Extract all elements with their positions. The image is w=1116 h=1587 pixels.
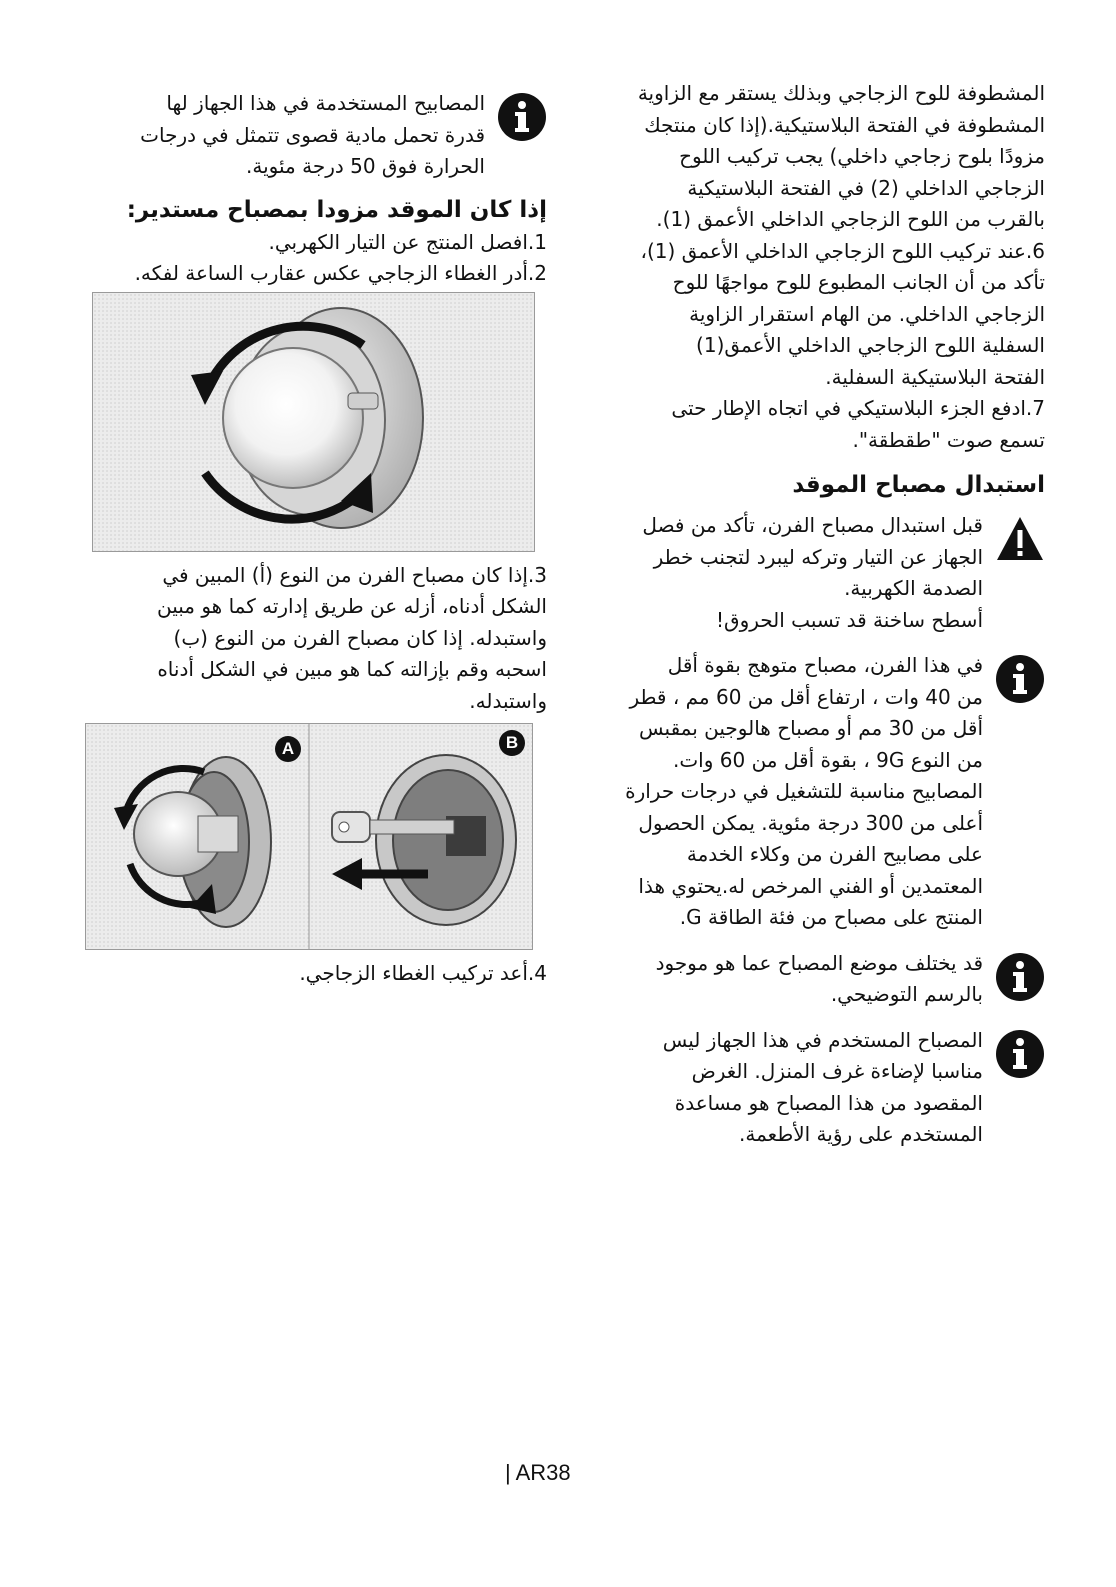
lamp-types-illustration <box>86 724 532 949</box>
info-icon <box>497 92 547 142</box>
intro-paragraph <box>570 78 1045 236</box>
text-line: قد يختلف موضع المصباح عما هو موجود <box>655 950 983 975</box>
lamp-types-figure <box>85 723 533 950</box>
info-note-bulb-spec <box>570 650 1045 934</box>
info-note-temperature <box>85 88 547 183</box>
text-line: قدرة تحمل مادية قصوى تتمثل في درجات <box>140 122 485 147</box>
figure-label-a: A <box>275 736 301 762</box>
step-3-line: واستبدله. إذا كان مصباح الفرن من النوع (ب) <box>173 625 547 650</box>
section-heading: استبدال مصباح الموقد <box>792 472 1045 498</box>
step-3-line: 3.إذا كان مصباح الفرن من النوع (أ) المبين في <box>162 562 547 587</box>
text-line: الجهاز عن التيار وتركه ليبرد لتجنب خطر <box>653 544 983 569</box>
step-3-line: اسحبه وقم بإزالته كما هو مبين في الشكل أدناه <box>157 657 547 681</box>
figure-label-b: B <box>499 730 525 756</box>
round-lamp-heading: إذا كان الموقد مزودا بمصباح مستدير: <box>126 196 547 223</box>
step-7 <box>570 393 1045 456</box>
step-3-line: الشكل أدناه، أزله عن طريق إدارته كما هو مبين <box>156 594 547 618</box>
text-line: الزجاجي الداخلي (2) في الفتحة البلاستيكية <box>687 175 1045 200</box>
info-icon <box>995 654 1045 704</box>
text-line: من النوع 9G ، بقوة أقل من 60 وات. <box>673 747 983 772</box>
text-line: المشطوفة في الفتحة البلاستيكية.(إذا كان منتجك <box>644 112 1045 137</box>
text-line: المصابيح مناسبة للتشغيل في درجات حرارة <box>625 779 983 803</box>
text-line: في هذا الفرن، مصباح متوهج بقوة أقل <box>667 653 983 677</box>
step-1: 1.افصل المنتج عن التيار الكهربي. <box>268 229 547 254</box>
step-2: 2.أدر الغطاء الزجاجي عكس عقارب الساعة لفكه. <box>134 261 547 285</box>
text-line: بالرسم التوضيحي. <box>830 982 983 1006</box>
lamp-cover-illustration <box>93 293 534 551</box>
text-line: 7.ادفع الجزء البلاستيكي في اتجاه الإطار حتى <box>671 396 1045 420</box>
text-line: مناسبا لإضاءة غرف المنزل. الغرض <box>691 1059 983 1083</box>
text-line: 6.عند تركيب اللوح الزجاجي الداخلي الأعمق (1)، <box>640 238 1045 263</box>
text-line: أسطح ساخنة قد تسبب الحروق! <box>716 607 983 632</box>
text-line: المصباح المستخدم في هذا الجهاز ليس <box>662 1027 983 1052</box>
info-icon <box>995 1029 1045 1079</box>
text-line: المصابيح المستخدمة في هذا الجهاز لها <box>166 91 485 115</box>
info-note-position <box>570 948 1045 1011</box>
text-line: أعلى من 300 درجة مئوية. يمكن الحصول <box>638 810 983 835</box>
warning-note <box>570 510 1045 636</box>
text-line: قبل استبدال مصباح الفرن، تأكد من فصل <box>642 513 983 537</box>
text-line: الصدمة الكهربية. <box>844 576 983 600</box>
text-line: المستخدم على رؤية الأطعمة. <box>739 1122 983 1146</box>
text-line: المنتج على مصباح من فئة الطاقة G. <box>679 905 983 929</box>
text-line: الحرارة فوق 50 درجة مئوية. <box>246 154 485 178</box>
warning-triangle-icon <box>995 514 1045 564</box>
info-icon <box>995 952 1045 1002</box>
text-line: على مصابيح الفرن من وكلاء الخدمة <box>686 842 983 866</box>
glass-cover-rotation-figure <box>92 292 535 552</box>
text-line: المقصود من هذا المصباح هو مساعدة <box>674 1090 983 1115</box>
text-line: بالقرب من اللوح الزجاجي الداخلي الأعمق (1). <box>656 207 1045 231</box>
text-line: الزجاجي الداخلي. من الهام استقرار الزاوية <box>689 301 1045 326</box>
text-line: أقل من 30 مم أو مصباح هالوجين بمقبس <box>639 716 983 740</box>
step-6 <box>570 236 1045 394</box>
text-line: تأكد من أن الجانب المطبوع للوح مواجهًا للوح <box>672 270 1045 294</box>
text-line: مزودًا بلوح زجاجي داخلي) يجب تركيب اللوح <box>679 144 1045 168</box>
info-note-purpose <box>570 1025 1045 1151</box>
step-3-line: واستبدله. <box>469 688 547 713</box>
page-number: | AR38 <box>505 1460 571 1485</box>
right-column <box>570 78 1045 1151</box>
text-line: تسمع صوت "طقطقة". <box>852 427 1045 452</box>
left-column <box>85 88 547 990</box>
text-line: من 40 وات ، ارتفاع أقل من 60 مم ، قطر <box>629 684 983 709</box>
text-line: المشطوفة للوح الزجاجي وبذلك يستقر مع الزاوية <box>637 81 1045 105</box>
text-line: السفلية اللوح الزجاجي الداخلي الأعمق(1) <box>696 333 1045 357</box>
text-line: الفتحة البلاستيكية السفلية. <box>825 364 1045 389</box>
step-4: 4.أعد تركيب الغطاء الزجاجي. <box>299 961 547 985</box>
text-line: المعتمدين أو الفني المرخص له.يحتوي هذا <box>638 873 983 898</box>
